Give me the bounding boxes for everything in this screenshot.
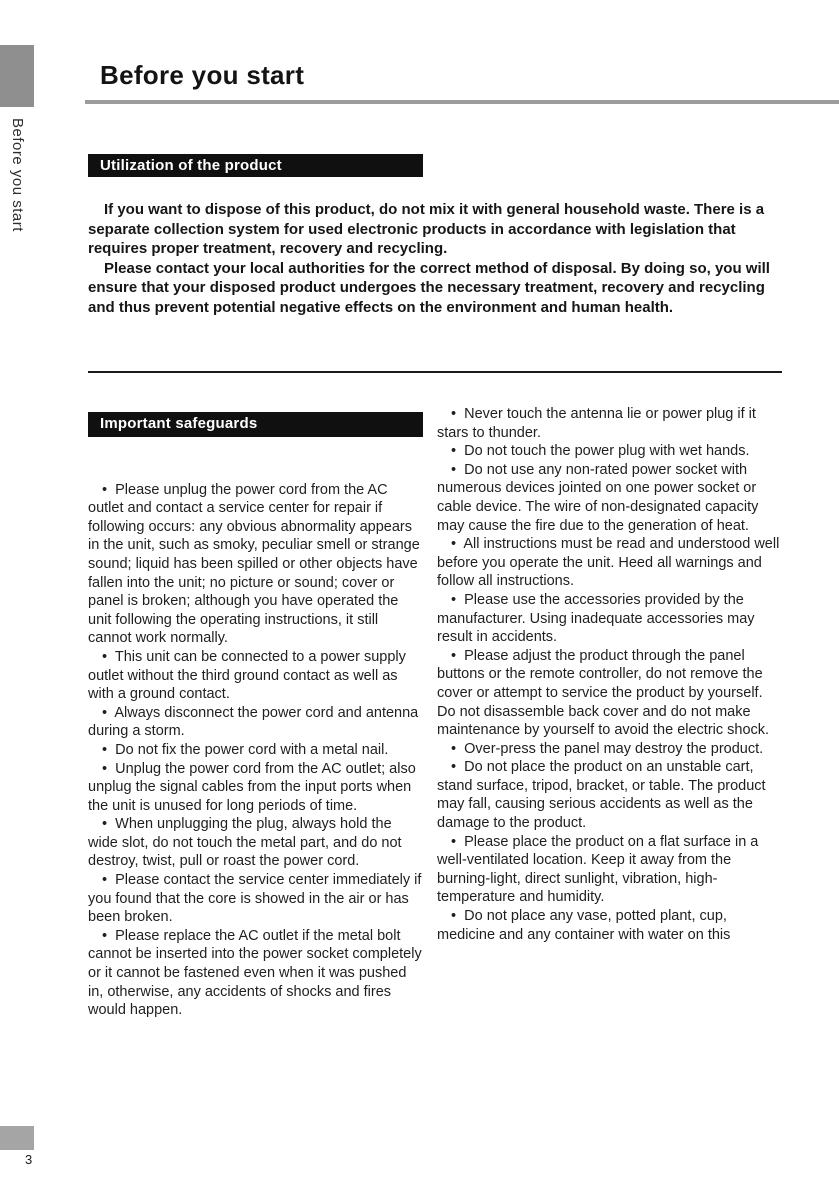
section-header-utilization: Utilization of the product (88, 154, 423, 177)
utilization-paragraphs (88, 200, 782, 317)
utilization-paragraph: Please contact your local authorities for the correct method of disposal. By doing so, you will ensure that your disposed product undergoes the necessary treatment, recovery and recycling and thus prevent potential negative effects on the environment and human health. (88, 259, 770, 316)
side-tab-top (0, 45, 34, 107)
safeguard-bullet: • This unit can be connected to a power supply outlet without the third ground contact as well as with a ground contact. (88, 648, 422, 704)
sidebar-vertical-label: Before you start (9, 118, 26, 232)
safeguards-left-list (88, 481, 422, 1020)
safeguard-bullet: • Do not use any non-rated power socket with numerous devices jointed on one power socket or cable device. The wire of non-designated capacity may cause the fire due to the generation of heat. (437, 461, 782, 535)
safeguard-bullet: • Please contact the service center immediately if you found that the core is showed in the air or has been broken. (88, 871, 422, 927)
safeguard-bullet: • Please use the accessories provided by the manufacturer. Using inadequate accessories may result in accidents. (437, 591, 782, 647)
safeguard-bullet: • Over-press the panel may destroy the product. (437, 740, 782, 759)
safeguard-bullet: • Please adjust the product through the panel buttons or the remote controller, do not remove the cover or attempt to service the product by yourself. Do not disassemble back cover and do not make maintenance by yourself to avoid the electric shock. (437, 647, 782, 740)
safeguard-bullet: • Do not touch the power plug with wet hands. (437, 442, 782, 461)
safeguard-bullet: • Do not place any vase, potted plant, cup, medicine and any container with water on this (437, 907, 782, 944)
safeguard-bullet: • Unplug the power cord from the AC outlet; also unplug the signal cables from the input ports when the unit is unused for long periods of time. (88, 760, 422, 816)
safeguards-right-column (437, 405, 782, 1020)
safeguard-bullet: • Please unplug the power cord from the AC outlet and contact a service center for repair if following occurs: any obvious abnormality appears in the unit, such as smoky, peculiar smell or strange sound; liquid has been spilled or other objects have fallen into the unit; no picture or sound; cover or panel is broken; although you have operated the unit following the operating instructions, it still cannot work normally. (88, 481, 422, 648)
utilization-paragraph: If you want to dispose of this product, do not mix it with general household waste. There is a separate collection system for used electronic products in accordance with legislation that requires proper treatment, recovery and recycling. (88, 201, 765, 257)
page-title: Before you start (100, 60, 305, 90)
section-header-safeguards: Important safeguards (88, 412, 423, 437)
title-rule (85, 100, 839, 104)
safeguard-bullet: • Please place the product on a flat surface in a well-ventilated location. Keep it away from the burning-light, direct sunlight, vibration, high-temperature and humidity. (437, 833, 782, 907)
safeguard-bullet: • When unplugging the plug, always hold the wide slot, do not touch the metal part, and do not destroy, twist, pull or roast the power cord. (88, 815, 422, 871)
safeguard-bullet: • Do not fix the power cord with a metal nail. (88, 741, 422, 760)
safeguard-bullet: • Always disconnect the power cord and antenna during a storm. (88, 704, 422, 741)
safeguard-bullet: • Do not place the product on an unstable cart, stand surface, tripod, bracket, or table. The product may fall, causing serious accidents as well as the damage to the product. (437, 758, 782, 832)
safeguard-bullet: • Never touch the antenna lie or power plug if it stars to thunder. (437, 405, 782, 442)
section-divider (88, 371, 782, 373)
safeguards-right-list (437, 405, 782, 944)
safeguards-left-column (88, 405, 422, 1020)
page-number: 3 (25, 1152, 33, 1167)
safeguard-bullet: • All instructions must be read and understood well before you operate the unit. Heed all warnings and follow all instructions. (437, 535, 782, 591)
side-tab-bottom (0, 1126, 34, 1150)
safeguards-columns (88, 405, 782, 1020)
safeguard-bullet: • Please replace the AC outlet if the metal bolt cannot be inserted into the power socket completely or it cannot be fastened even when it was pushed in, otherwise, any accidents of shocks and fires would happen. (88, 927, 422, 1020)
